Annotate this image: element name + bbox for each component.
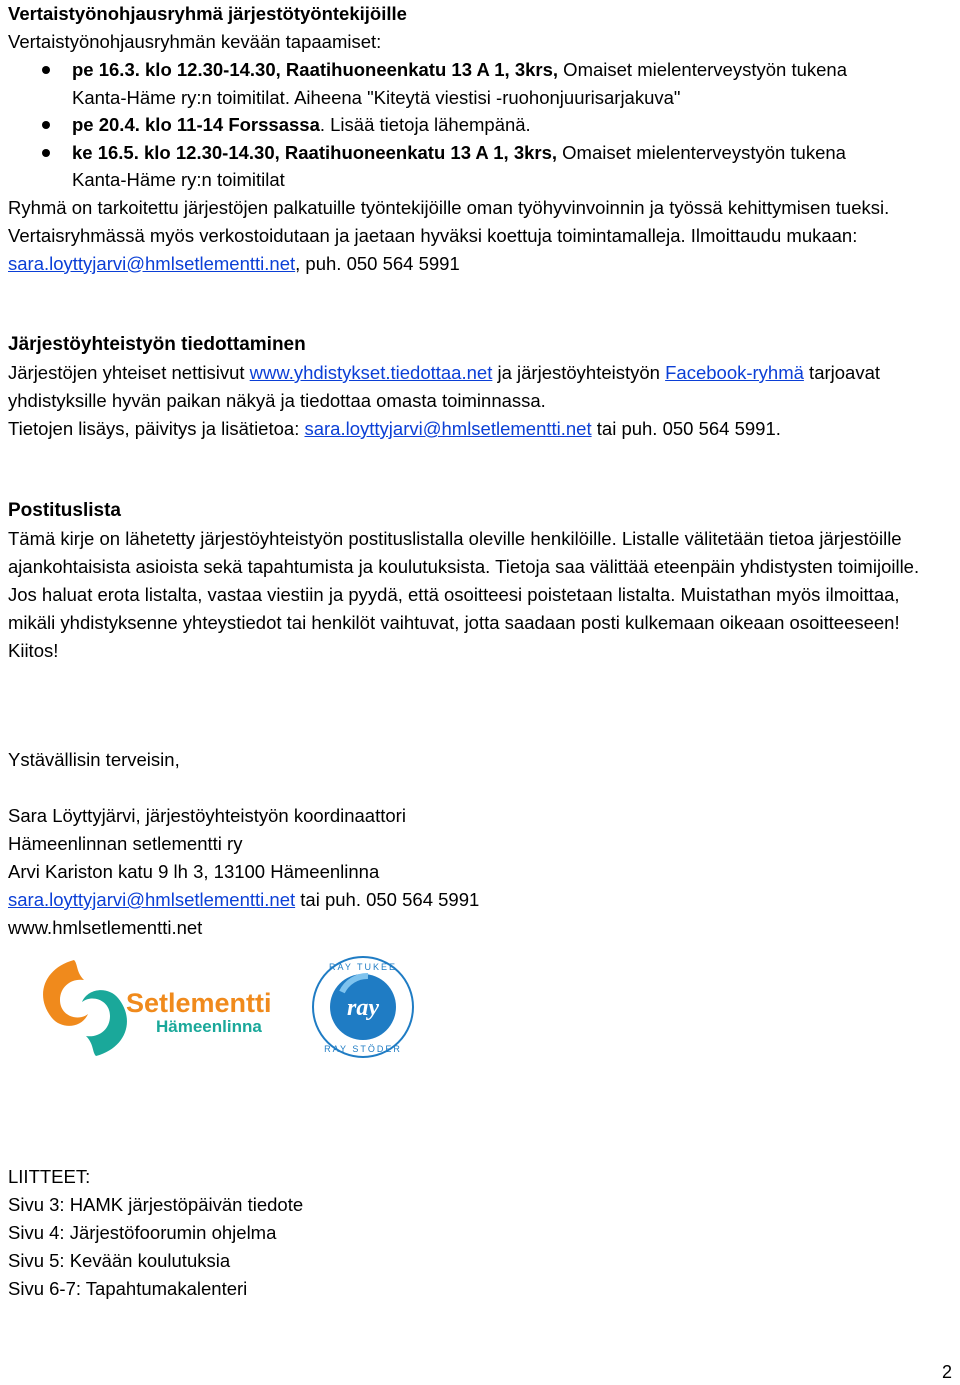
info-text: tarjoavat yhdistyksille hyvän paikan näkyä ja tiedottaa omasta toiminnassa.	[8, 362, 881, 411]
contact-text: Tietojen lisäys, päivitys ja lisätietoa:	[8, 418, 305, 439]
meeting-date: pe 16.3. klo 12.30-14.30, Raatihuoneenkatu 13 A 1, 3krs,	[72, 59, 559, 80]
info-text: ja järjestöyhteistyön	[492, 362, 666, 383]
info-text: Järjestöjen yhteiset nettisivut	[8, 362, 250, 383]
meeting-item	[8, 111, 956, 139]
setlementti-logo	[26, 948, 286, 1068]
greeting: Ystävällisin terveisin,	[8, 749, 180, 770]
meeting-date: ke 16.5. klo 12.30-14.30, Raatihuoneenkatu 13 A 1, 3krs,	[72, 141, 558, 163]
hameenlinna-text: Hämeenlinna	[156, 1017, 262, 1036]
meeting-item	[8, 139, 956, 194]
phone-text: , puh. 050 564 5991	[295, 252, 460, 274]
ray-center-text: ray	[347, 995, 379, 1021]
website-link[interactable]: www.yhdistykset.tiedottaa.net	[249, 362, 493, 383]
ray-top-text: RAY TUKEE	[328, 962, 398, 972]
bullet-icon	[42, 66, 50, 74]
signature-section	[8, 746, 180, 774]
attachment-item: Sivu 6-7: Tapahtumakalenteri	[8, 1278, 248, 1299]
signer-contact	[8, 886, 479, 914]
mailing-list-text: Tämä kirje on lähetetty järjestöyhteistyön postituslistalla oleville henkilöille. Listalle välitetään tietoa järjestöille ajankohtaisista asioista sekä tapahtumista ja koulutuksista. Tietoja saa välittää eteenpäin yhdistysten toimijoille. Jos haluat erota listalta, vastaa viestiin ja pyydä, että osoitteesi poistetaan listalta. Muistathan myös ilmoittaa, mikäli yhdistyksenne yhteystiedot tai henkilöt vaihtuvat, jotta saadaan posti kulkemaan oikeaan osoitteeseen! Kiitos!	[8, 528, 920, 661]
attachment-item: Sivu 5: Kevään koulutuksia	[8, 1250, 231, 1271]
phone-text: tai puh. 050 564 5991	[295, 889, 480, 910]
cooperation-info-title: Järjestöyhteistyön tiedottaminen	[8, 334, 306, 355]
signer-name: Sara Löyttyjärvi, järjestöyhteistyön koordinaattori	[8, 805, 406, 826]
email-link[interactable]: sara.loyttyjarvi@hmlsetlementti.net	[304, 418, 592, 439]
page-number: 2	[941, 1362, 952, 1382]
meeting-list	[8, 56, 956, 194]
meeting-details: . Lisää tietoja lähempänä.	[319, 114, 531, 135]
meeting-date: pe 20.4. klo 11-14 Forssassa	[72, 114, 320, 135]
meeting-details-line2: Kanta-Häme ry:n toimitilat. Aiheena "Kiteytä viestisi -ruohonjuurisarjakuva"	[72, 86, 681, 108]
attachment-item: Sivu 4: Järjestöfoorumin ohjelma	[8, 1222, 277, 1243]
meeting-details-line2: Kanta-Häme ry:n toimitilat	[72, 169, 285, 190]
cooperation-contact	[8, 415, 956, 443]
meeting-item	[8, 56, 956, 111]
peer-group-intro: Vertaistyönohjausryhmän kevään tapaamiset:	[8, 31, 382, 52]
attachments-title: LIITTEET:	[8, 1166, 91, 1187]
cooperation-info-text	[8, 359, 956, 415]
peer-group-description	[8, 194, 956, 278]
mailing-list-title: Postituslista	[8, 500, 121, 521]
signer-org: Hämeenlinnan setlementti ry	[8, 833, 243, 854]
peer-group-title: Vertaistyönohjausryhmä järjestötyöntekijöille	[8, 3, 407, 24]
bullet-icon	[42, 149, 50, 157]
signer-website: www.hmlsetlementti.net	[8, 917, 203, 938]
peer-group-section	[8, 0, 956, 278]
contact-text: tai puh. 050 564 5991.	[591, 418, 781, 439]
ray-bottom-text: RAY STÖDER	[324, 1044, 402, 1054]
ray-logo	[308, 952, 418, 1062]
cooperation-info-section	[8, 331, 956, 443]
signature-details	[8, 802, 479, 942]
signer-address: Arvi Kariston katu 9 lh 3, 13100 Hämeenlinna	[8, 861, 380, 882]
email-link[interactable]: sara.loyttyjarvi@hmlsetlementti.net	[8, 889, 296, 910]
facebook-group-link[interactable]: Facebook-ryhmä	[665, 362, 804, 383]
email-link[interactable]: sara.loyttyjarvi@hmlsetlementti.net	[8, 252, 296, 274]
logos	[26, 948, 426, 1068]
attachments-section	[8, 1163, 303, 1303]
description-text: Ryhmä on tarkoitettu järjestöjen palkatuille työntekijöille oman työhyvinvoinnin ja työssä kehittymisen tueksi. Vertaisryhmässä myös verkostoidutaan ja jaetaan hyväksi koettuja toimintamalleja. Ilmoittaudu mukaan:	[8, 196, 890, 246]
meeting-details: Omaiset mielenterveystyön tukena	[557, 141, 846, 163]
meeting-details: Omaiset mielenterveystyön tukena	[558, 59, 847, 80]
bullet-icon	[42, 121, 50, 129]
mailing-list-section	[8, 497, 948, 665]
setlementti-text: Setlementti	[126, 988, 272, 1018]
attachment-item: Sivu 3: HAMK järjestöpäivän tiedote	[8, 1194, 304, 1215]
